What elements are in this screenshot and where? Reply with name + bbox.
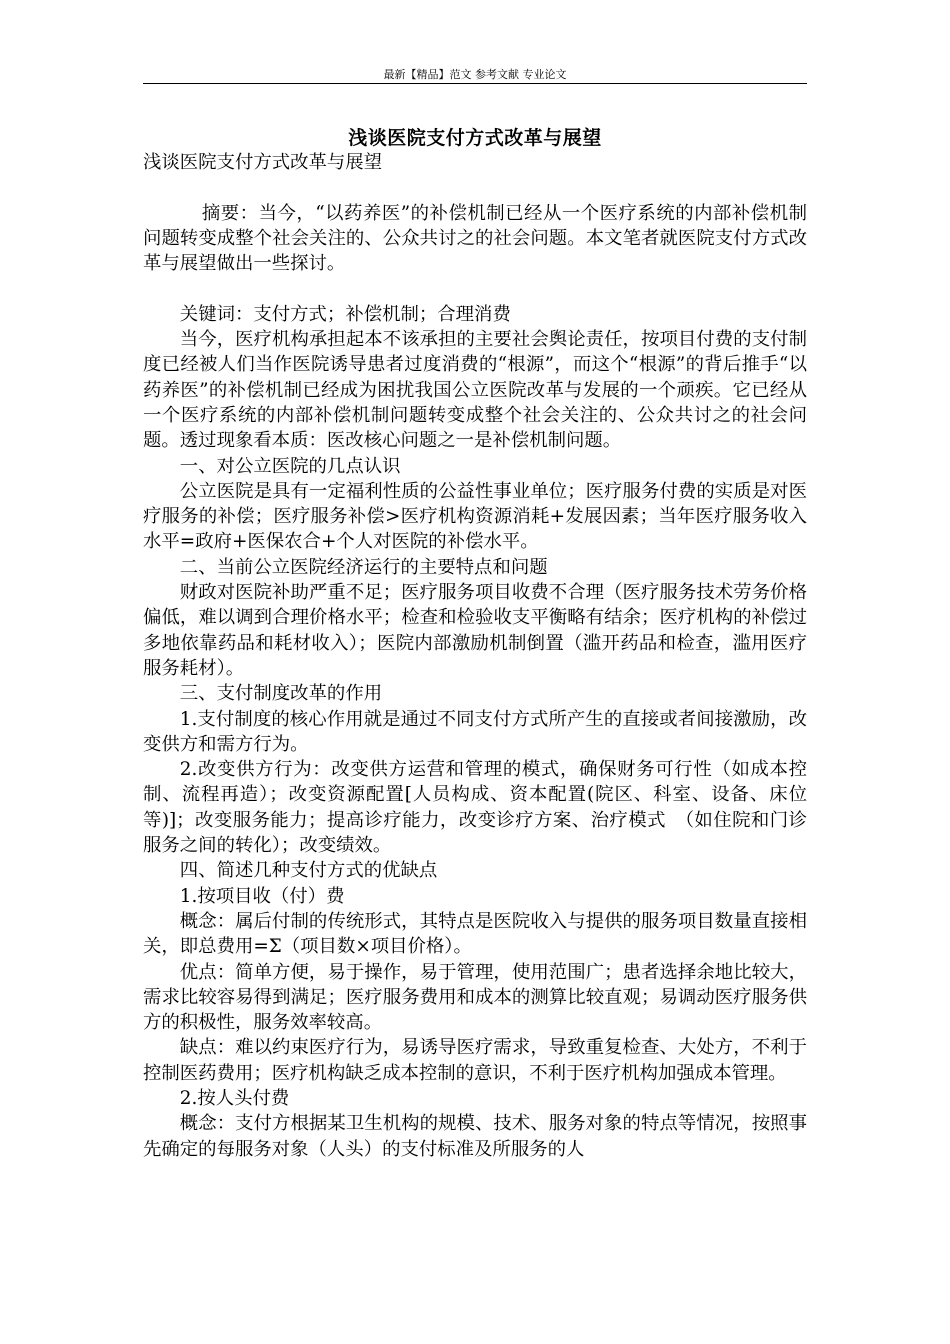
paragraph: 当今，医疗机构承担起本不该承担的主要社会舆论责任，按项目付费的支付制度已经被人们当作医院诱导患者过度消费的“根源”，而这个“根源”的背后推手“以药养医”的补偿机制已经成为困扰我国公立医院改革与发展的一个顽疾。它已经从一个医疗系统的内部补偿机制问题转变成整个社会关注的、公众共讨之的社会问题。透过现象看本质：医改核心问题之一是补偿机制问题。 bbox=[143, 329, 807, 452]
paragraph: 概念：支付方根据某卫生机构的规模、技术、服务对象的特点等情况，按照事先确定的每服务对象（人头）的支付标准及所服务的人 bbox=[143, 1113, 807, 1160]
subsection-heading: 1.按项目收（付）费 bbox=[179, 885, 345, 907]
blank-line bbox=[143, 175, 807, 200]
paragraph: 财政对医院补助严重不足；医疗服务项目收费不合理（医疗服务技术劳务价格偏低，难以调到合理价格水平；检查和检验收支平衡略有结余；医疗机构的补偿过多地依靠药品和耗材收入）；医院内部激励机制倒置（滥开药品和检查，滥用医疗服务耗材）。 bbox=[143, 582, 807, 679]
paragraph: 概念：属后付制的传统形式，其特点是医院收入与提供的服务项目数量直接相关，即总费用=Σ（项目数×项目价格）。 bbox=[143, 910, 807, 958]
section-heading: 四、简述几种支付方式的优缺点 bbox=[179, 860, 438, 882]
abstract: 摘要：当今，“以药养医”的补偿机制已经从一个医疗系统的内部补偿机制问题转变成整个社会关注的、公众共讨之的社会问题。本文笔者就医院支付方式改革与展望做出一些探讨。 bbox=[143, 202, 807, 275]
section-heading: 一、对公立医院的几点认识 bbox=[179, 455, 401, 477]
paragraph: 2.改变供方行为：改变供方运营和管理的模式，确保财务可行性（如成本控制、流程再造）；改变资源配置[人员构成、资本配置(院区、科室、设备、床位等)]；改变服务能力；提高诊疗能力，改变诊疗方案、治疗模式 （如住院和门诊服务之间的转化）；改变绩效。 bbox=[143, 759, 807, 857]
paragraph: 缺点：难以约束医疗行为，易诱导医疗需求，导致重复检查、大处方，不利于控制医药费用；医疗机构缺乏成本控制的意识，不利于医疗机构加强成本管理。 bbox=[143, 1037, 807, 1084]
section-heading: 三、支付制度改革的作用 bbox=[179, 683, 383, 705]
paragraph: 1.支付制度的核心作用就是通过不同支付方式所产生的直接或者间接激励，改变供方和需方行为。 bbox=[143, 708, 807, 755]
paragraph: 优点：简单方便，易于操作，易于管理，使用范围广；患者选择余地比较大，需求比较容易得到满足；医疗服务费用和成本的测算比较直观；易调动医疗服务供方的积极性，服务效率较高。 bbox=[143, 961, 807, 1034]
blank-line bbox=[143, 276, 807, 301]
document-title: 浅谈医院支付方式改革与展望 bbox=[348, 127, 602, 149]
page-header: 最新【精品】范文 参考文献 专业论文 bbox=[143, 66, 807, 84]
keywords: 关键词：支付方式；补偿机制；合理消费 bbox=[179, 303, 511, 325]
subtitle: 浅谈医院支付方式改革与展望 bbox=[143, 152, 383, 173]
document-body bbox=[143, 150, 807, 1162]
paragraph: 公立医院是具有一定福利性质的公益性事业单位；医疗服务付费的实质是对医疗服务的补偿；医疗服务补偿>医疗机构资源消耗+发展因素；当年医疗服务收入水平=政府+医保农合+个人对医院的补偿水平。 bbox=[143, 480, 807, 553]
section-heading: 二、当前公立医院经济运行的主要特点和问题 bbox=[179, 556, 548, 578]
subsection-heading: 2.按人头付费 bbox=[179, 1087, 290, 1109]
